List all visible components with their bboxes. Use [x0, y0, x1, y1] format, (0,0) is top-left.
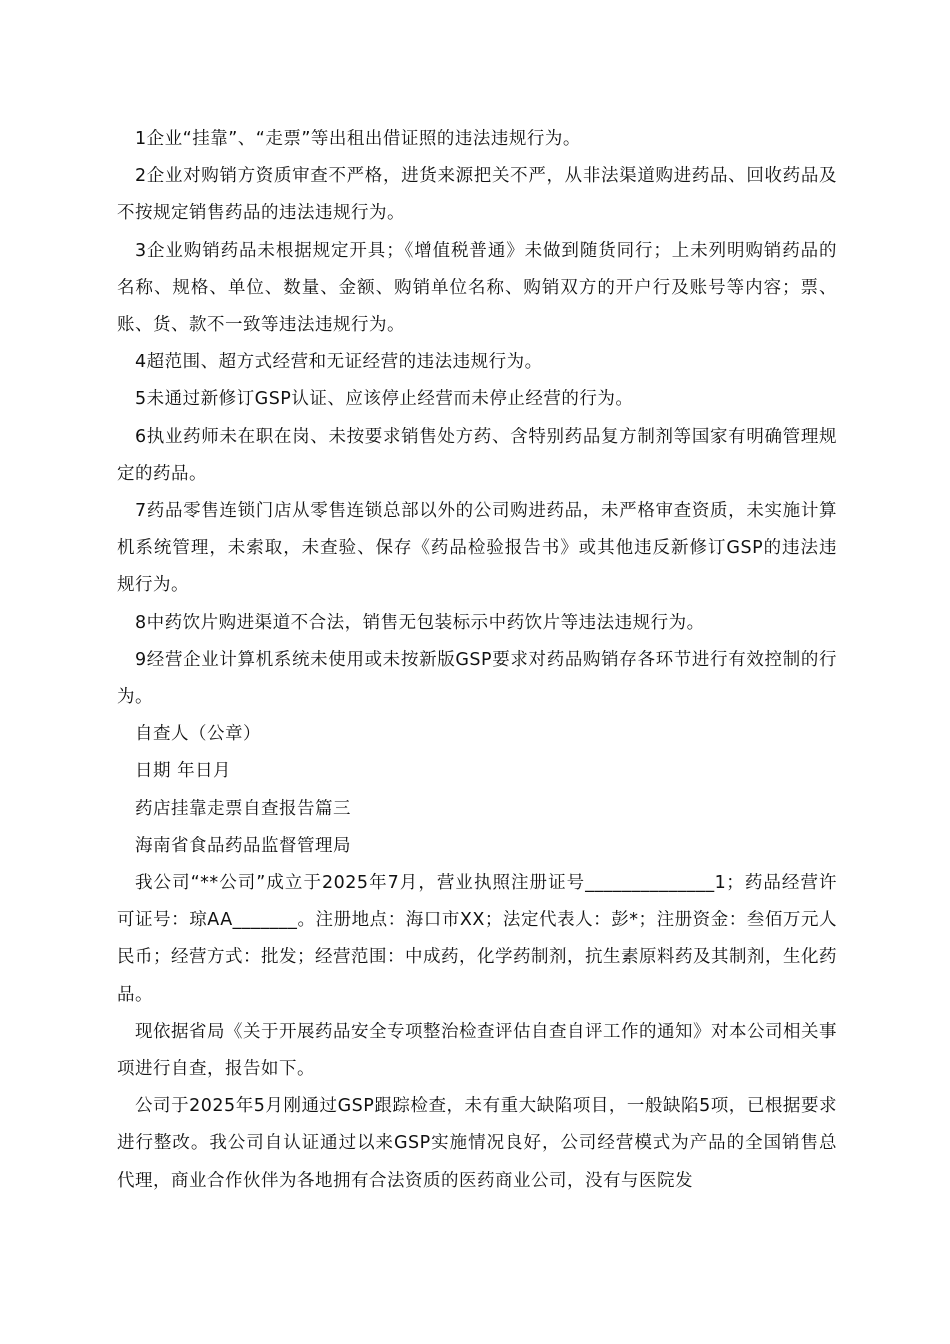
paragraph-item-5: 5未通过新修订GSP认证、应该停止经营而未停止经营的行为。: [135, 389, 634, 410]
section-title: 药店挂靠走票自查报告篇三: [135, 798, 351, 819]
paragraph-item-6: 6执业药师未在职在岗、未按要求销售处方药、含特别药品复方制剂等国家有明确管理规定的药品。: [117, 426, 837, 484]
inspection-paragraph: 公司于2025年5月刚通过GSP跟踪检查，未有重大缺陷项目，一般缺陷5项，已根据要求进行整改。我公司自认证通过以来GSP实施情况良好，公司经营模式为产品的全国销售总代理，商业合作伙伴为各地拥有合法资质的医药商业公司，没有与医院发: [117, 1096, 837, 1191]
paragraph-item-2: 2企业对购销方资质审查不严格，进货来源把关不严，从非法渠道购进药品、回收药品及不按规定销售药品的违法违规行为。: [117, 166, 837, 224]
basis-paragraph: 现依据省局《关于开展药品安全专项整治检查评估自查自评工作的通知》对本公司相关事项进行自查，报告如下。: [117, 1021, 837, 1080]
signature-line: 自查人（公章）: [135, 724, 261, 745]
paragraph-item-3: 3企业购销药品未根据规定开具；《增值税普通》未做到随货同行；上未列明购销药品的名称、规格、单位、数量、金额、购销单位名称、购销双方的开户行及账号等内容；票、账、货、款不一致等违法违规行为。: [117, 240, 837, 336]
paragraph-item-8: 8中药饮片购进渠道不合法，销售无包装标示中药饮片等违法违规行为。: [135, 612, 705, 633]
document-body: [117, 121, 837, 1200]
paragraph-item-1: 1企业“挂靠”、“走票”等出租出借证照的违法违规行为。: [135, 129, 581, 149]
date-line: 日期 年日月: [135, 761, 232, 782]
company-info-paragraph: 我公司“**公司”成立于2025年7月，营业执照注册证号______________1；药品经营许可证号：琼AA_______。注册地点：海口市XX；法定代表人：彭*；注册资金：叁佰万元人民币；经营方式：批发；经营范围：中成药，化学药制剂，抗生素原料药及其制剂，生化药品。: [117, 873, 837, 1005]
paragraph-item-7: 7药品零售连锁门店从零售连锁总部以外的公司购进药品，未严格审查资质，未实施计算机系统管理，未索取，未查验、保存《药品检验报告书》或其他违反新修订GSP的违法违规行为。: [117, 501, 837, 596]
paragraph-item-4: 4超范围、超方式经营和无证经营的违法违规行为。: [135, 352, 543, 373]
addressee: 海南省食品药品监督管理局: [135, 835, 351, 856]
paragraph-item-9: 9经营企业计算机系统未使用或未按新版GSP要求对药品购销存各环节进行有效控制的行为。: [117, 649, 837, 708]
